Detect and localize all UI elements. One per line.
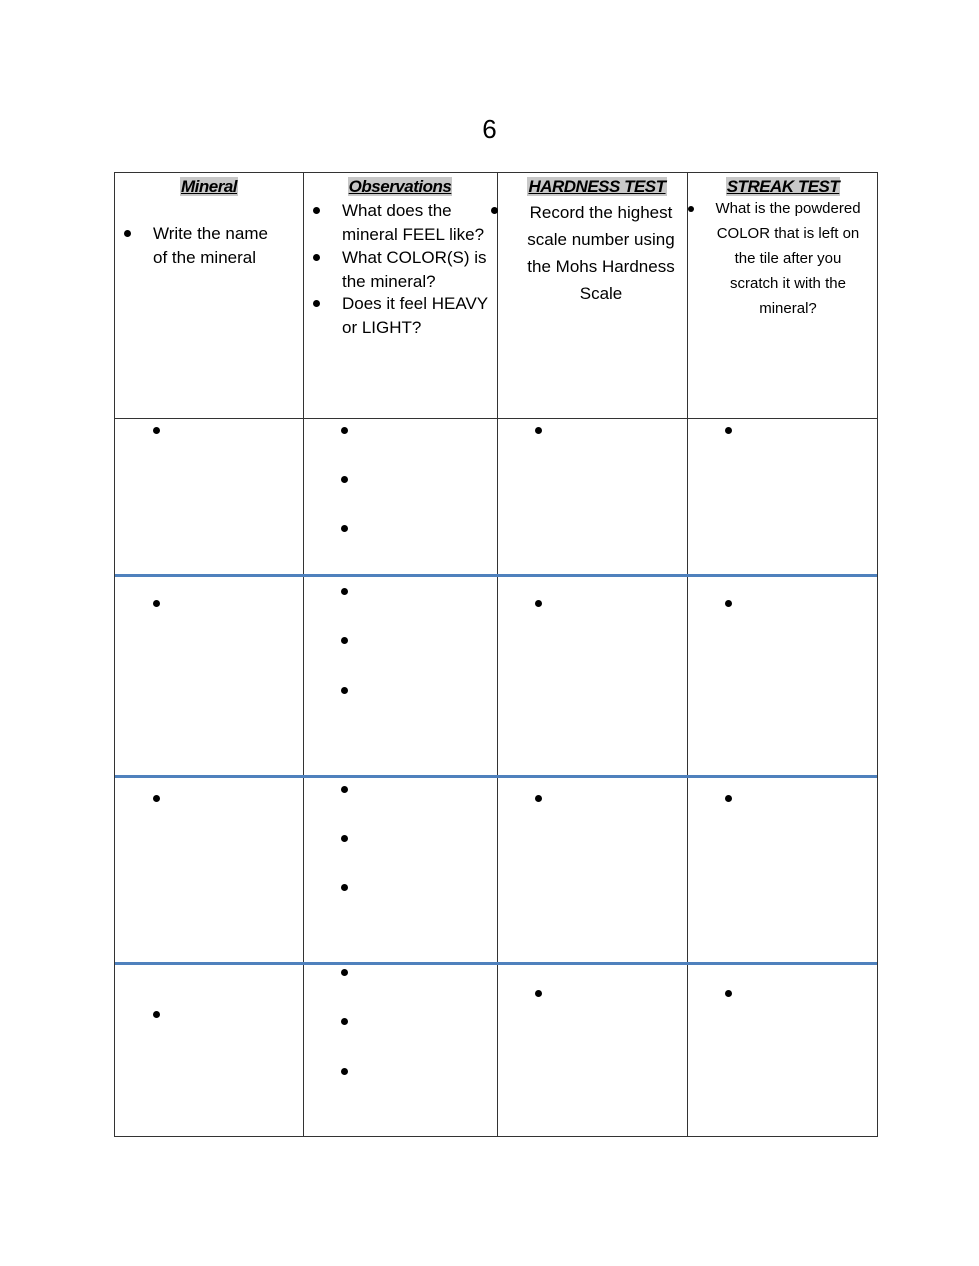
bullet-icon bbox=[535, 795, 542, 802]
bullet-icon bbox=[725, 990, 732, 997]
header-streak-test: STREAK TEST bbox=[726, 177, 840, 196]
bullet-icon bbox=[153, 795, 160, 802]
bullet-icon bbox=[341, 588, 348, 595]
bullet-icon bbox=[341, 427, 348, 434]
bullet-icon bbox=[153, 427, 160, 434]
row-divider bbox=[115, 418, 877, 419]
header-mineral: Mineral bbox=[180, 177, 238, 196]
bullet-icon bbox=[341, 835, 348, 842]
bullet-icon bbox=[341, 884, 348, 891]
row-divider bbox=[115, 574, 877, 577]
streak-instruction: What is the powdered COLOR that is left on the tile after you scratch it with the mineral? bbox=[715, 200, 861, 317]
column-divider bbox=[497, 173, 498, 1136]
header-observations: Observations bbox=[348, 177, 452, 196]
bullet-icon bbox=[725, 795, 732, 802]
bullet-icon bbox=[341, 786, 348, 793]
bullet-icon bbox=[341, 637, 348, 644]
observation-feel: What does the mineral FEEL like? bbox=[342, 201, 485, 244]
bullet-icon bbox=[341, 1018, 348, 1025]
bullet-icon bbox=[725, 427, 732, 434]
bullet-icon bbox=[341, 1068, 348, 1075]
column-divider bbox=[687, 173, 688, 1136]
bullet-icon bbox=[535, 600, 542, 607]
bullet-icon bbox=[341, 476, 348, 483]
bullet-icon bbox=[725, 600, 732, 607]
row-divider bbox=[115, 775, 877, 778]
bullet-icon bbox=[341, 525, 348, 532]
bullet-icon bbox=[341, 687, 348, 694]
bullet-icon bbox=[153, 600, 160, 607]
bullet-icon bbox=[535, 427, 542, 434]
bullet-icon bbox=[535, 990, 542, 997]
page-number: 6 bbox=[482, 114, 497, 144]
bullet-icon bbox=[313, 254, 320, 261]
mineral-data-table bbox=[114, 172, 878, 1137]
header-hardness-test: HARDNESS TEST bbox=[528, 177, 666, 196]
bullet-icon bbox=[313, 207, 320, 214]
bullet-icon bbox=[688, 206, 694, 212]
row-divider bbox=[115, 962, 877, 965]
hardness-instruction: Record the highest scale number using the Mohs Hardness Scale bbox=[527, 203, 675, 303]
mineral-instruction: Write the name of the mineral bbox=[153, 224, 268, 267]
observation-weight: Does it feel HEAVY or LIGHT? bbox=[342, 294, 489, 337]
bullet-icon bbox=[124, 230, 131, 237]
bullet-icon bbox=[153, 1011, 160, 1018]
bullet-icon bbox=[313, 300, 320, 307]
column-divider bbox=[303, 173, 304, 1136]
bullet-icon bbox=[491, 207, 498, 214]
observation-color: What COLOR(S) is the mineral? bbox=[342, 248, 487, 291]
bullet-icon bbox=[341, 969, 348, 976]
